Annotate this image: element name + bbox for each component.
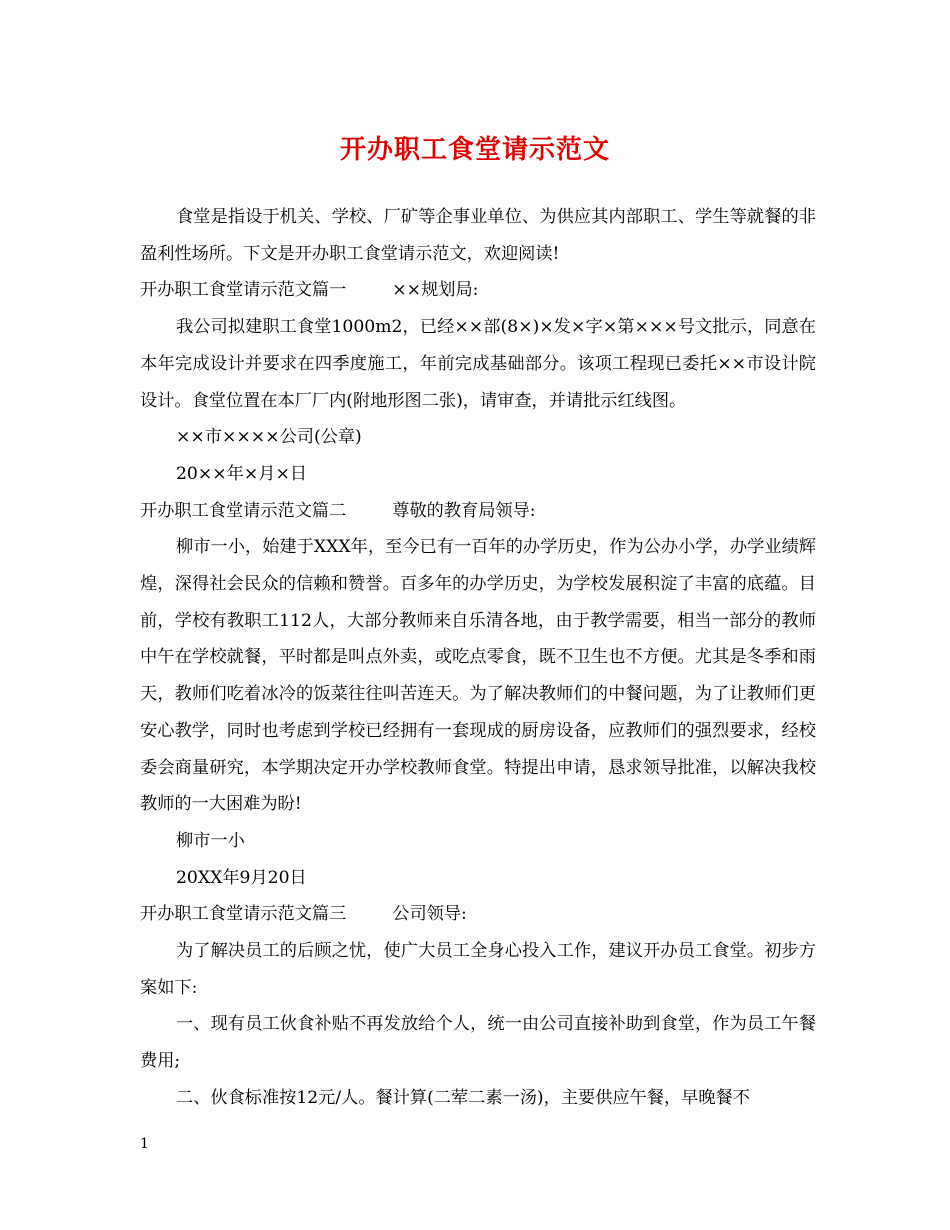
section-1-body: 我公司拟建职工食堂1000m2，已经××部(8×)×发×字×第×××号文批示，同意在本年完成设计并要求在四季度施工，年前完成基础部分。该项工程现已委托××市设计院设计。食堂位置在本厂厂内(附地形图二张)，请审查，并请批示红线图。 <box>140 317 816 411</box>
intro-paragraph: 食堂是指设于机关、学校、厂矿等企事业单位、为供应其内部职工、学生等就餐的非盈利性场所。下文是开办职工食堂请示范文，欢迎阅读! <box>140 207 816 264</box>
section-2-date: 20XX年9月20日 <box>176 867 307 888</box>
section-1-date: 20××年×月×日 <box>176 463 308 484</box>
page-number: 1 <box>140 1136 149 1152</box>
section-1-heading-line <box>140 272 816 309</box>
section-3-item-2: 二、伙食标准按12元/人。餐计算(二荤二素一汤)，主要供应午餐，早晚餐不 <box>176 1087 750 1108</box>
section-3-body: 为了解决员工的后顾之忧，使广大员工全身心投入工作，建议开办员工食堂。初步方案如下: <box>140 941 816 998</box>
document-title: 开办职工食堂请示范文 <box>339 135 610 165</box>
section-2-addressee: 尊敬的教育局领导: <box>392 500 536 521</box>
section-2-heading-line <box>140 493 816 530</box>
section-2-heading: 开办职工食堂请示范文篇二 <box>140 500 347 521</box>
section-2-body: 柳市一小，始建于XXX年，至今已有一百年的办学历史，作为公办小学，办学业绩辉煌，深得社会民众的信赖和赞誉。百多年的办学历史，为学校发展积淀了丰富的底蕴。目前，学校有教职工112人，大部分教师来自乐清各地，由于教学需要，相当一部分的教师中午在学校就餐，平时都是叫点外卖，或吃点零食，既不卫生也不方便。尤其是冬季和雨天，教师们吃着冰冷的饭菜往往叫苦连天。为了解决教师们的中餐问题，为了让教师们更安心教学，同时也考虑到学校已经拥有一套现成的厨房设备，应教师们的强烈要求，经校委会商量研究，本学期决定开办学校教师食堂。特提出申请，恳求领导批准，以解决我校教师的一大困难为盼! <box>140 537 816 815</box>
section-3-addressee: 公司领导: <box>392 904 467 925</box>
section-3-item-1: 一、现有员工伙食补贴不再发放给个人，统一由公司直接补助到食堂，作为员工午餐费用; <box>140 1014 816 1072</box>
section-1-addressee: ××规划局: <box>392 280 479 301</box>
section-1-heading: 开办职工食堂请示范文篇一 <box>140 280 347 301</box>
document-body <box>140 199 816 1117</box>
section-1-signature: ××市××××公司(公章) <box>176 427 362 448</box>
section-3-heading-line <box>140 896 816 933</box>
section-3-heading: 开办职工食堂请示范文篇三 <box>140 904 347 925</box>
section-2-signature: 柳市一小 <box>176 830 245 851</box>
